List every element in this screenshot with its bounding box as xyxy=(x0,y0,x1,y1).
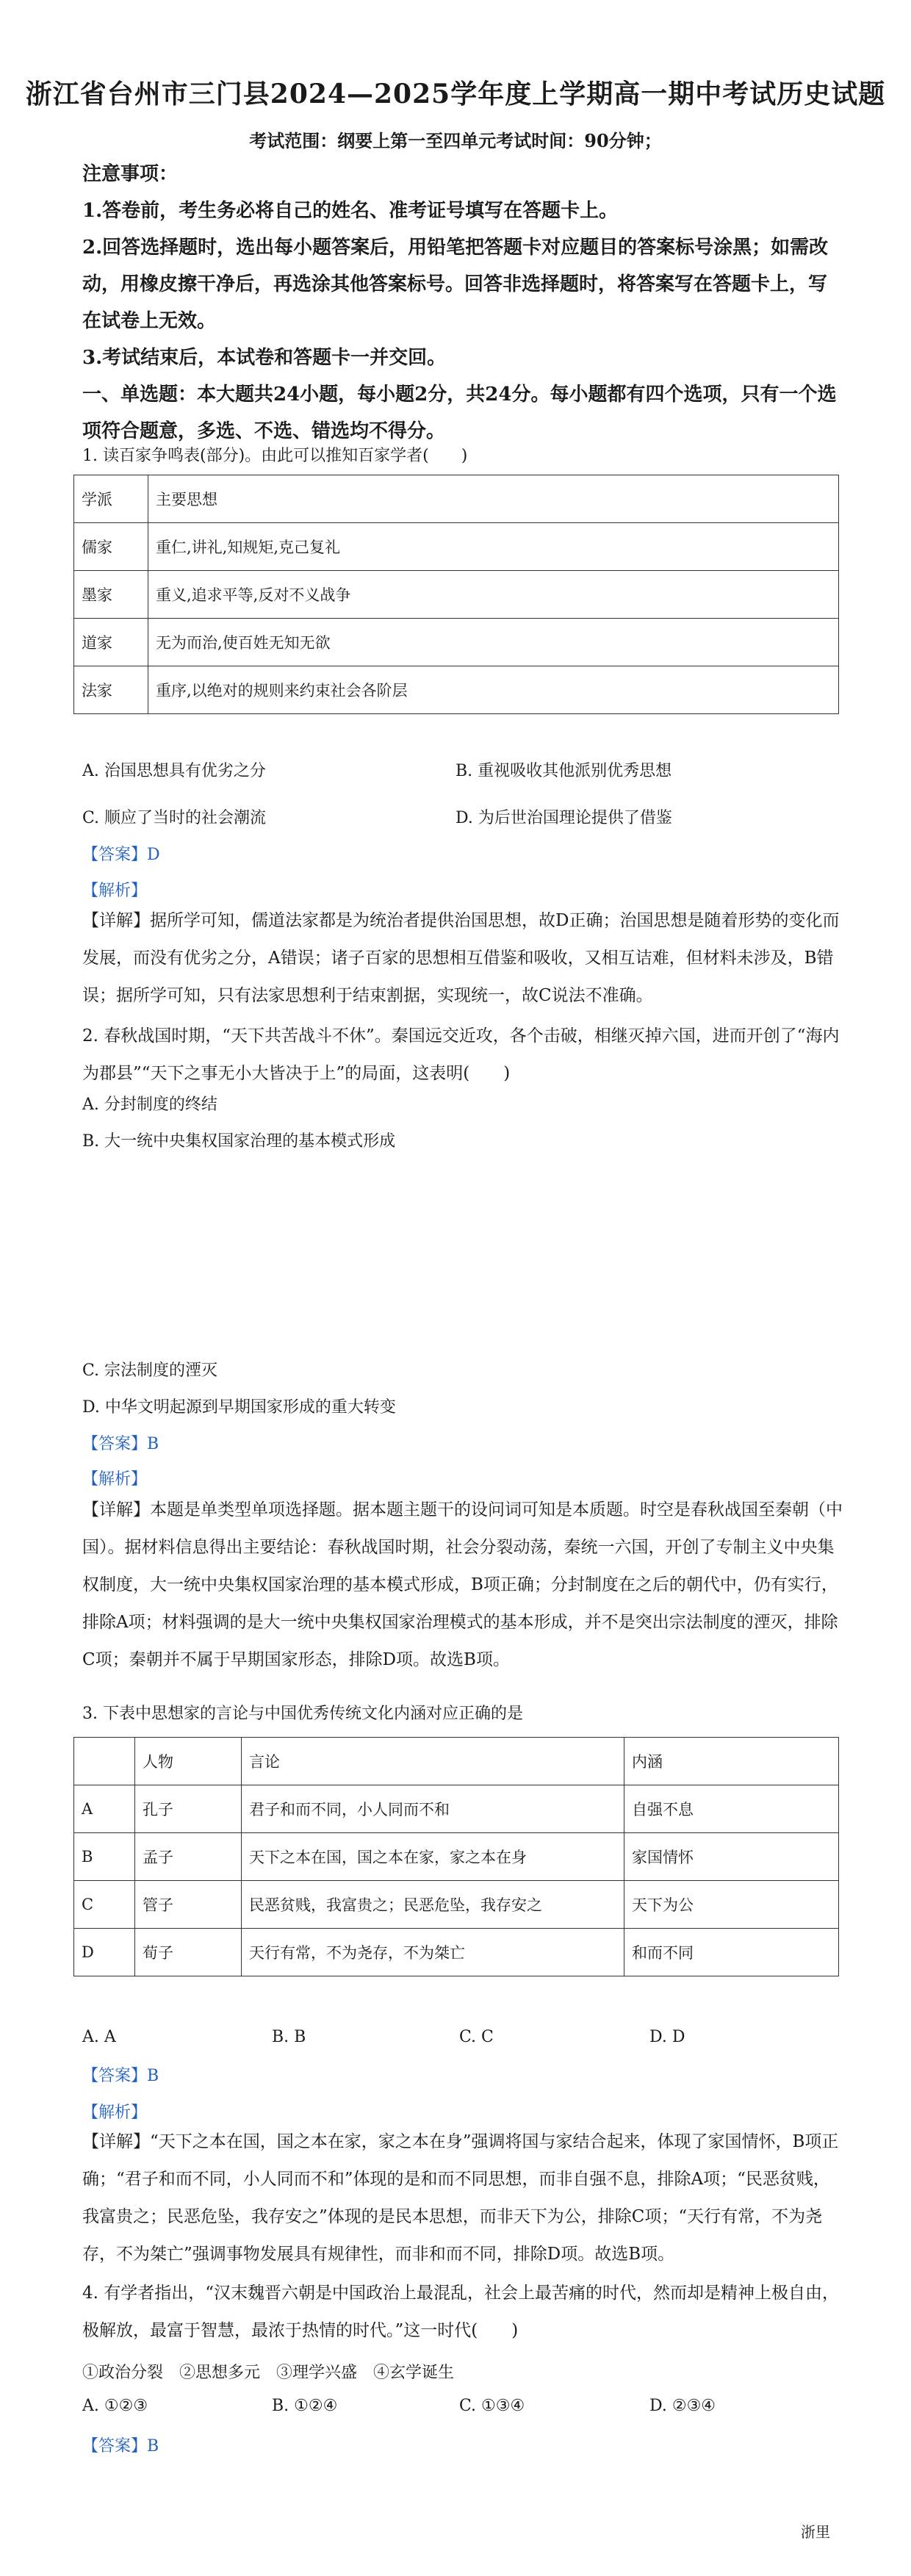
q4-option-c: C. ①③④ xyxy=(459,2397,525,2415)
table-cell: 道家 xyxy=(74,619,148,666)
table-cell: 人物 xyxy=(135,1738,242,1785)
q1-stem: 1. 读百家争鸣表(部分)。由此可以推知百家学者( ) xyxy=(82,447,468,465)
section-heading: 一、单选题：本大题共24小题，每小题2分，共24分。每小题都有四个选项，只有一个选项符合题意，多选、不选、错选均不得分。 xyxy=(82,384,837,442)
notice-section xyxy=(82,156,839,450)
table-cell: D xyxy=(74,1929,135,1976)
notice-item-3: 3.考试结束后，本试卷和答题卡一并交回。 xyxy=(82,347,447,369)
table-cell: 君子和而不同，小人同而不和 xyxy=(242,1785,624,1833)
q4-stem: 4. 有学者指出，“汉末魏晋六朝是中国政治上最混乱，社会上最苦痛的时代，然而却是精神上极自由，极解放，最富于智慧，最浓于热情的时代。”这一时代( ) xyxy=(82,2284,840,2340)
table-cell: 学派 xyxy=(74,475,148,523)
q3-detail: 【详解】“天下之本在国，国之本在家，家之本在身”强调将国与家结合起来，体现了家国情怀，B项正确；“君子和而不同，小人同而不和”体现的是和而不同思想，而非自强不息，排除A项；“民恶贫贱，我富贵之；民恶危坠，我存安之”体现的是民本思想，而非天下为公，排除C项；“天行有常，不为尧存，不为桀亡”强调事物发展具有规律性，而非和而不同，排除D项。故选B项。 xyxy=(82,2132,839,2264)
table-row xyxy=(74,571,839,619)
notice-item-1: 1.答卷前，考生务必将自己的姓名、准考证号填写在答题卡上。 xyxy=(82,200,619,222)
table-cell: 和而不同 xyxy=(624,1929,839,1976)
q1-detail: 【详解】据所学可知，儒道法家都是为统治者提供治国思想，故D正确；治国思想是随着形势的变化而发展，而没有优劣之分，A错误；诸子百家的思想相互借鉴和吸收，又相互诘难，但材料未涉及，B错误；据所学可知，只有法家思想利于结束割据，实现统一，故C说法不准确。 xyxy=(82,911,840,1005)
table-row xyxy=(74,1929,839,1976)
q1-option-c: C. 顺应了当时的社会潮流 xyxy=(82,809,267,827)
q3-answer: 【答案】B xyxy=(82,2067,159,2085)
table-cell: 重序,以绝对的规则来约束社会各阶层 xyxy=(148,666,839,714)
q3-analysis: 【解析】 xyxy=(82,2104,148,2122)
q1-analysis: 【解析】 xyxy=(82,882,148,900)
table-row xyxy=(74,666,839,714)
q2-stem: 2. 春秋战国时期，“天下共苦战斗不休”。秦国远交近攻，各个击破，相继灭掉六国，进而开创了“海内为郡县”“天下之事无小大皆决于上”的局面，这表明( ) xyxy=(82,1026,840,1083)
table-cell: 家国情怀 xyxy=(624,1833,839,1881)
table-cell: 孟子 xyxy=(135,1833,242,1881)
table-row xyxy=(74,1881,839,1929)
table-cell: C xyxy=(74,1881,135,1929)
table-cell: 内涵 xyxy=(624,1738,839,1785)
table-row xyxy=(74,1785,839,1833)
q2-option-a: A. 分封制度的终结 xyxy=(82,1095,217,1114)
q1-option-d: D. 为后世治国理论提供了借鉴 xyxy=(455,809,672,827)
table-cell: 墨家 xyxy=(74,571,148,619)
table-cell: 无为而治,使百姓无知无欲 xyxy=(148,619,839,666)
q2-answer: 【答案】B xyxy=(82,1435,159,1453)
q3-option-b: B. B xyxy=(272,2028,306,2046)
notice-item-2: 2.回答选择题时，选出每小题答案后，用铅笔把答题卡对应题目的答案标号涂黑；如需改动，用橡皮擦干净后，再选涂其他答案标号。回答非选择题时，将答案写在答题卡上，写在试卷上无效。 xyxy=(82,237,829,332)
table-cell: 主要思想 xyxy=(148,475,839,523)
q2-detail: 【详解】本题是单类型单项选择题。据本题主题干的设问词可知是本质题。时空是春秋战国至秦朝（中国）。据材料信息得出主要结论：春秋战国时期，社会分裂动荡，秦统一六国，开创了专制主义中央集权制度，大一统中央集权国家治理的基本模式形成，B项正确；分封制度在之后的朝代中，仍有实行，排除A项；材料强调的是大一统中央集权国家治理模式的基本形成，并不是突出宗法制度的湮灭，排除C项；秦朝并不属于早期国家形态，排除D项。故选B项。 xyxy=(82,1500,843,1669)
q3-stem: 3. 下表中思想家的言论与中国优秀传统文化内涵对应正确的是 xyxy=(82,1705,523,1723)
table-cell: 重义,追求平等,反对不义战争 xyxy=(148,571,839,619)
table-cell: 法家 xyxy=(74,666,148,714)
table-cell: 管子 xyxy=(135,1881,242,1929)
q4-items: ①政治分裂 ②思想多元 ③理学兴盛 ④玄学诞生 xyxy=(82,2364,455,2382)
page-footer: 浙里 xyxy=(801,2523,830,2541)
q4-option-a: A. ①②③ xyxy=(82,2397,148,2415)
table-cell: 儒家 xyxy=(74,523,148,571)
q2-option-b: B. 大一统中央集权国家治理的基本模式形成 xyxy=(82,1132,396,1151)
q3-table xyxy=(73,1737,839,1976)
table-cell: 孔子 xyxy=(135,1785,242,1833)
page-title: 浙江省台州市三门县2024—2025学年度上学期高一期中考试历史试题 xyxy=(25,79,886,109)
table-cell: 天下之本在国，国之本在家，家之本在身 xyxy=(242,1833,624,1881)
exam-scope: 考试范围：纲要上第一至四单元考试时间：90分钟； xyxy=(249,130,662,151)
q4-option-d: D. ②③④ xyxy=(649,2397,716,2415)
table-row xyxy=(74,475,839,523)
table-cell xyxy=(74,1738,135,1785)
q1-option-a: A. 治国思想具有优劣之分 xyxy=(82,762,266,780)
table-cell: A xyxy=(74,1785,135,1833)
q4-answer: 【答案】B xyxy=(82,2437,159,2456)
table-cell: 民恶贫贱，我富贵之；民恶危坠，我存安之 xyxy=(242,1881,624,1929)
notice-heading: 注意事项： xyxy=(82,163,179,185)
q3-option-c: C. C xyxy=(459,2028,494,2046)
q1-answer: 【答案】D xyxy=(82,846,160,864)
q4-option-b: B. ①②④ xyxy=(272,2397,338,2415)
q1-option-b: B. 重视吸收其他派别优秀思想 xyxy=(455,762,672,780)
q2-option-c: C. 宗法制度的湮灭 xyxy=(82,1361,218,1380)
table-row xyxy=(74,1833,839,1881)
table-cell: 自强不息 xyxy=(624,1785,839,1833)
table-row xyxy=(74,1738,839,1785)
q1-table xyxy=(73,475,839,714)
table-row xyxy=(74,619,839,666)
table-cell: 天行有常，不为尧存，不为桀亡 xyxy=(242,1929,624,1976)
table-cell: 言论 xyxy=(242,1738,624,1785)
q2-option-d: D. 中华文明起源到早期国家形成的重大转变 xyxy=(82,1398,396,1417)
table-cell: 重仁,讲礼,知规矩,克己复礼 xyxy=(148,523,839,571)
table-cell: B xyxy=(74,1833,135,1881)
table-cell: 天下为公 xyxy=(624,1881,839,1929)
table-cell: 荀子 xyxy=(135,1929,242,1976)
q3-option-d: D. D xyxy=(649,2028,685,2046)
q2-analysis: 【解析】 xyxy=(82,1470,148,1489)
table-row xyxy=(74,523,839,571)
q3-option-a: A. A xyxy=(82,2028,116,2046)
